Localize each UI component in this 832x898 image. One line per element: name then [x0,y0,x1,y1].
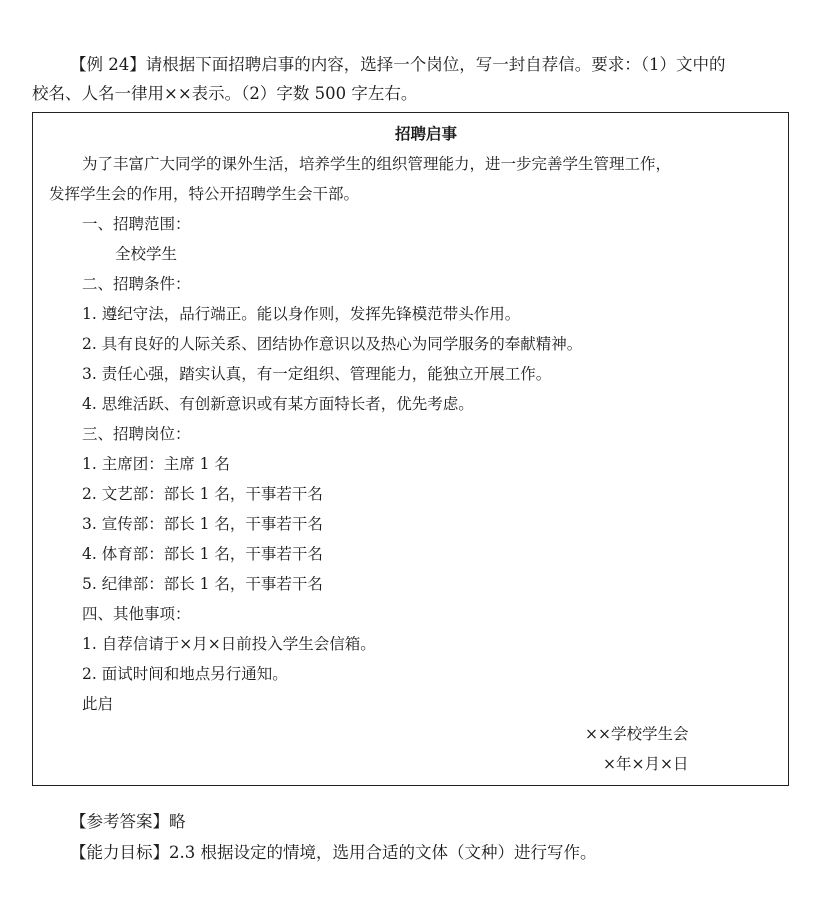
other-item: 1. 自荐信请于×月×日前投入学生会信箱。 [82,635,376,653]
condition-item: 3. 责任心强，踏实认真，有一定组织、管理能力，能独立开展工作。 [82,365,552,383]
section-heading-scope: 一、招聘范围： [82,215,191,233]
position-item: 2. 文艺部：部长 1 名，干事若干名 [82,485,323,503]
condition-item: 4. 思维活跃、有创新意识或有某方面特长者，优先考虑。 [82,395,474,413]
notice-intro-line-2: 发挥学生会的作用，特公开招聘学生会干部。 [49,185,360,203]
position-item: 5. 纪律部：部长 1 名，干事若干名 [82,575,323,593]
notice-signature: ××学校学生会 [585,725,689,743]
notice-intro-line-1: 为了丰富广大同学的课外生活，培养学生的组织管理能力，进一步完善学生管理工作， [82,155,672,173]
question-line-2: 校名、人名一律用××表示。（2）字数 500 字左右。 [32,84,418,103]
condition-item: 2. 具有良好的人际关系、团结协作意识以及热心为同学服务的奉献精神。 [82,335,583,353]
section-heading-conditions: 二、招聘条件： [82,275,191,293]
ability-goal: 【能力目标】2.3 根据设定的情境，选用合适的文体（文种）进行写作。 [70,843,597,862]
position-item: 4. 体育部：部长 1 名，干事若干名 [82,545,323,563]
condition-item: 1. 遵纪守法，品行端正。能以身作则，发挥先锋模范带头作用。 [82,305,521,323]
other-item: 2. 面试时间和地点另行通知。 [82,665,288,683]
notice-closing: 此启 [82,695,114,713]
recruitment-notice-box [32,112,789,786]
scope-body: 全校学生 [115,245,178,263]
reference-answer: 【参考答案】略 [70,812,186,831]
section-heading-positions: 三、招聘岗位： [82,425,191,443]
section-heading-other: 四、其他事项： [82,605,191,623]
question-line-1: 【例 24】请根据下面招聘启事的内容，选择一个岗位，写一封自荐信。要求：（1）文中的 [70,55,726,74]
position-item: 3. 宣传部：部长 1 名，干事若干名 [82,515,323,533]
notice-title: 招聘启事 [395,124,458,143]
position-item: 1. 主席团：主席 1 名 [82,455,230,473]
notice-date: ×年×月×日 [603,755,689,773]
